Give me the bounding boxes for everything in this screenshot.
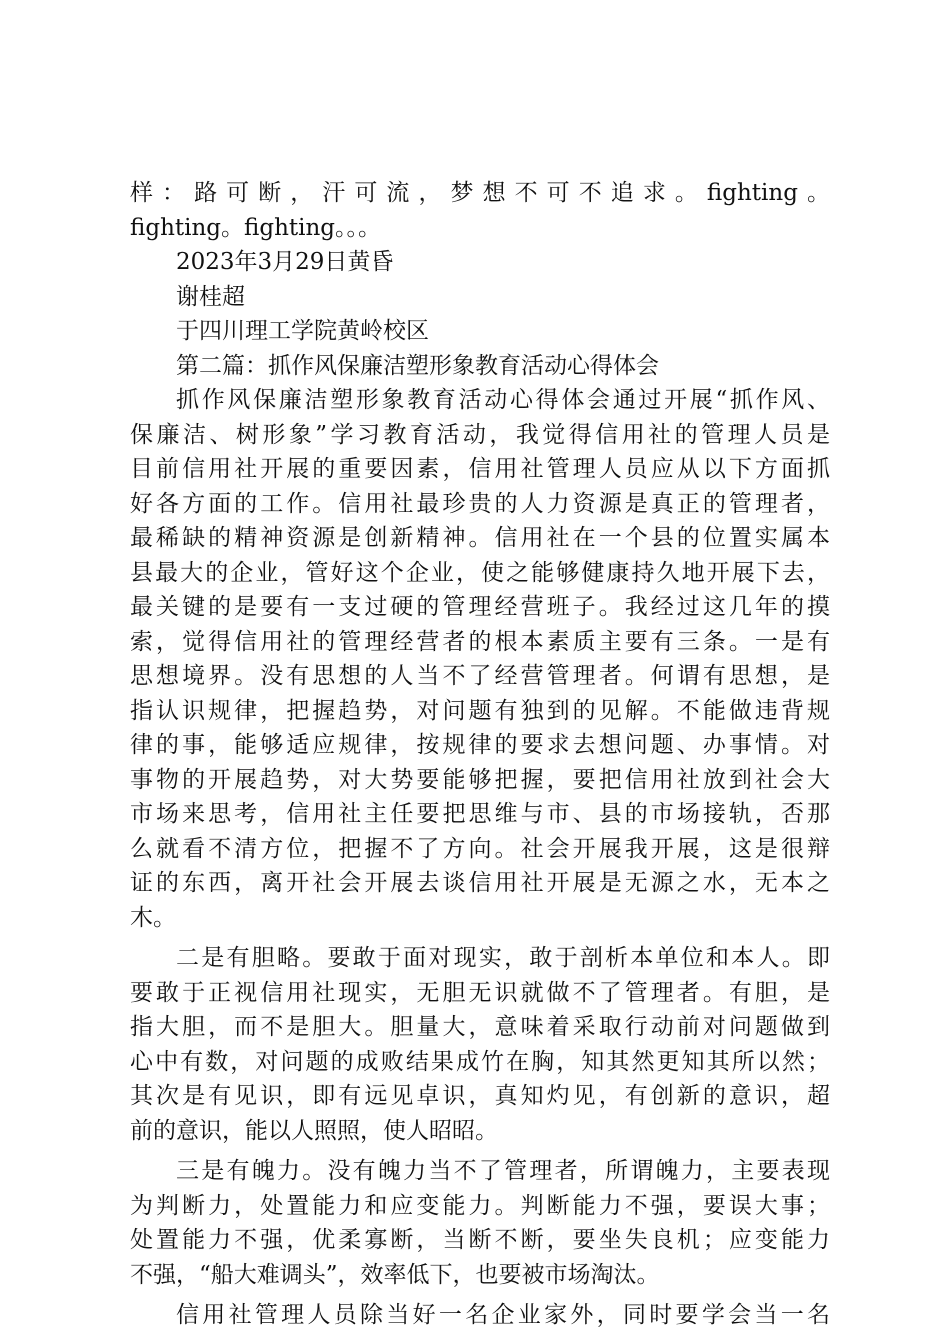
text-line: 前的意识，能以人照照，使人昭昭。 bbox=[130, 1117, 498, 1144]
text-line: 索，觉得信用社的管理经营者的根本素质主要有三条。一是有 bbox=[130, 628, 830, 655]
text-line: 抓作风保廉洁塑形象教育活动心得体会通过开展“抓作风、 bbox=[176, 387, 830, 413]
paragraph-1 bbox=[130, 383, 830, 935]
text-line: 信用社管理人员除当好一名企业家外，同时要学会当一名 bbox=[176, 1302, 830, 1328]
signature-place: 于四川理工学院黄岭校区 bbox=[176, 318, 429, 344]
text-line: 好各方面的工作。信用社最珍贵的人力资源是真正的管理者， bbox=[130, 490, 830, 517]
text-line: 县最大的企业，管好这个企业，使之能够健康持久地开展下去， bbox=[130, 559, 830, 586]
text-line: fighting。fighting。。。 bbox=[130, 214, 382, 241]
text-line: 三是有魄力。没有魄力当不了管理者，所谓魄力，主要表现 bbox=[176, 1158, 830, 1184]
text-line: 处置能力不强，优柔寡断，当断不断，要坐失良机；应变能力 bbox=[130, 1227, 830, 1253]
text-line: 么就看不清方位，把握不了方向。社会开展我开展，这是很辩 bbox=[130, 835, 830, 862]
text-line: 样：路可断，汗可流，梦想不可不追求。fighting。 bbox=[130, 180, 830, 206]
text-line: 二是有胆略。要敢于面对现实，敢于剖析本单位和本人。即 bbox=[176, 945, 830, 971]
text-line: 最稀缺的精神资源是创新精神。信用社在一个县的位置实属本 bbox=[130, 525, 830, 551]
text-line: 律的事，能够适应规律，按规律的要求去想问题、办事情。对 bbox=[130, 732, 830, 758]
text-line: 不强，“船大难调头”，效率低下，也要被市场淘汰。 bbox=[130, 1261, 660, 1288]
text-line: 证的东西，离开社会开展去谈信用社开展是无源之水，无本之 bbox=[130, 870, 830, 896]
text-line: 指认识规律，把握趋势，对问题有独到的见解。不能做违背规 bbox=[130, 697, 830, 724]
text-line: 木。 bbox=[130, 904, 176, 931]
paragraph-3 bbox=[130, 1154, 830, 1292]
paragraph-2 bbox=[130, 941, 830, 1148]
signature-author: 谢桂超 bbox=[176, 283, 245, 310]
text-line: 要敢于正视信用社现实，无胆无识就做不了管理者。有胆，是 bbox=[130, 979, 830, 1006]
section-title: 第二篇：抓作风保廉洁塑形象教育活动心得体会 bbox=[176, 352, 659, 379]
text-line: 事物的开展趋势，对大势要能够把握，要把信用社放到社会大 bbox=[130, 766, 830, 793]
document-body bbox=[130, 176, 830, 1333]
text-line: 思想境界。没有思想的人当不了经营管理者。何谓有思想，是 bbox=[130, 663, 830, 689]
text-line: 指大胆，而不是胆大。胆量大，意味着采取行动前对问题做到 bbox=[130, 1014, 830, 1040]
text-line: 市场来思考，信用社主任要把思维与市、县的市场接轨，否那 bbox=[130, 801, 830, 827]
text-line: 为判断力，处置能力和应变能力。判断能力不强，要误大事； bbox=[130, 1192, 830, 1219]
text-line: 目前信用社开展的重要因素，信用社管理人员应从以下方面抓 bbox=[130, 456, 830, 482]
text-line: 保廉洁、树形象”学习教育活动，我觉得信用社的管理人员是 bbox=[130, 421, 830, 448]
signature-date: 2023年3月29日黄昏 bbox=[176, 249, 394, 275]
text-line: 心中有数，对问题的成败结果成竹在胸，知其然更知其所以然； bbox=[130, 1048, 830, 1075]
text-line: 最关键的是要有一支过硬的管理经营班子。我经过这几年的摸 bbox=[130, 594, 830, 620]
text-line: 其次是有见识，即有远见卓识，真知灼见，有创新的意识，超 bbox=[130, 1083, 830, 1109]
paragraph-4 bbox=[130, 1298, 830, 1333]
